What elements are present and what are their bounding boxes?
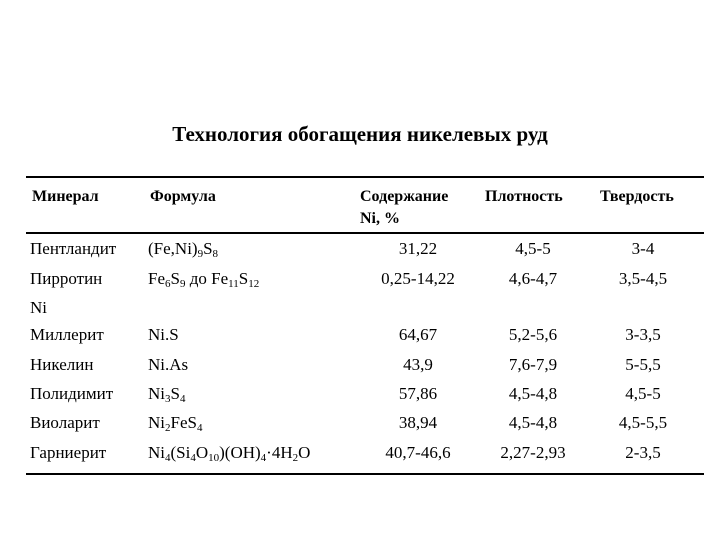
header-content-line2: Ni, % xyxy=(360,210,400,227)
table-top-rule xyxy=(26,176,704,178)
table-bottom-rule xyxy=(26,473,704,475)
table-header-rule xyxy=(26,232,704,234)
header-formula: Формула xyxy=(150,188,216,205)
cell-mineral: Гарниерит xyxy=(30,443,107,462)
header-content-line1: Содержание xyxy=(360,188,449,205)
cell-hardness: 4,5-5 xyxy=(625,384,661,403)
cell-mineral: Пирротин xyxy=(30,269,103,288)
cell-mineral: Пентландит xyxy=(30,239,117,258)
cell-mineral: Никелин xyxy=(30,355,94,374)
cell-formula: Ni.As xyxy=(148,355,189,374)
cell-formula: $Ni_4(Si_4O_{10})(OH)_4\cdot 4H_2O$ xyxy=(148,443,311,464)
page-title: Технология обогащения никелевых руд xyxy=(172,122,548,146)
cell-formula: $Fe_6S_9$ до $Fe_{11}S_{12}$ xyxy=(148,269,260,290)
cell-content: 31,22 xyxy=(398,239,438,258)
cell-hardness: 3-4 xyxy=(631,239,655,258)
cell-formula: $Ni_2FeS_4$ xyxy=(148,413,203,434)
cell-density: 5,2-5,6 xyxy=(508,325,558,344)
cell-density: 4,5-4,8 xyxy=(508,413,558,432)
cell-mineral: Миллерит xyxy=(30,325,104,344)
cell-content: 40,7-46,6 xyxy=(385,443,451,462)
cell-formula: $Ni_3S_4$ xyxy=(148,384,186,405)
cell-hardness: 5-5,5 xyxy=(625,355,661,374)
cell-content: 57,86 xyxy=(398,384,438,403)
cell-density: 4,5-5 xyxy=(515,239,551,258)
header-mineral: Минерал xyxy=(32,188,99,205)
cell-density: 2,27-2,93 xyxy=(500,443,566,462)
cell-mineral: Виоларит xyxy=(30,413,100,432)
header-hardness: Твердость xyxy=(600,188,674,205)
cell-hardness: 3,5-4,5 xyxy=(618,269,668,288)
cell-hardness: 4,5-5,5 xyxy=(618,413,668,432)
cell-content: 0,25-14,22 xyxy=(381,269,455,288)
cell-density: 4,6-4,7 xyxy=(508,269,558,288)
cell-formula: Ni.S xyxy=(148,325,179,344)
cell-content: 38,94 xyxy=(398,413,438,432)
cell-hardness: 3-3,5 xyxy=(625,325,661,344)
header-density: Плотность xyxy=(485,188,563,205)
cell-density: 7,6-7,9 xyxy=(508,355,558,374)
cell-content: 43,9 xyxy=(403,355,433,374)
cell-content: 64,67 xyxy=(398,325,438,344)
cell-mineral: Полидимит xyxy=(30,384,114,403)
cell-hardness: 2-3,5 xyxy=(625,443,661,462)
cell-mineral: Ni xyxy=(30,298,47,317)
cell-formula: $(Fe,Ni)_9S_8$ xyxy=(148,239,219,260)
cell-density: 4,5-4,8 xyxy=(508,384,558,403)
